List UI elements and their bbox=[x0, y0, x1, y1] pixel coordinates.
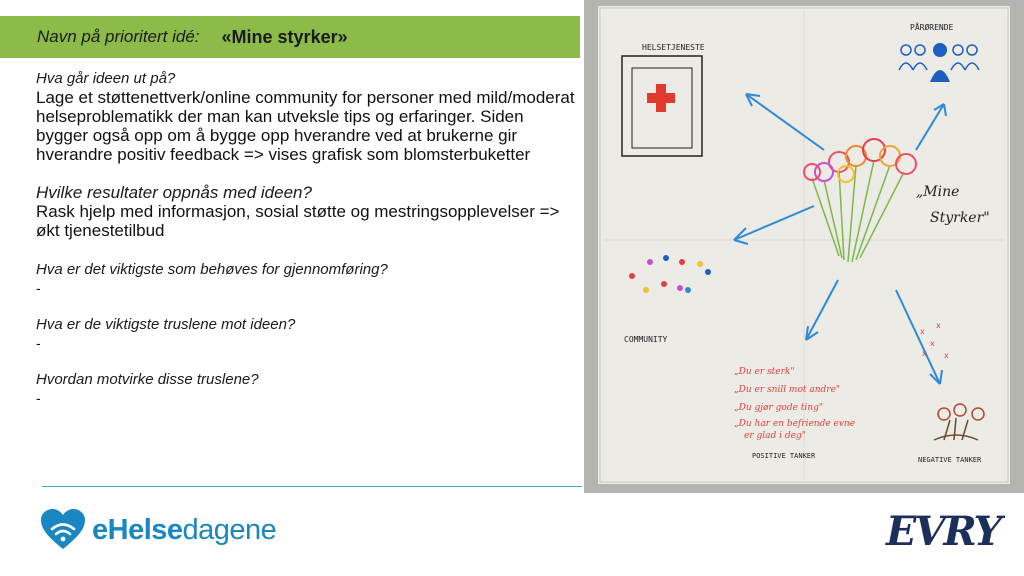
idea-title-value: «Mine styrker» bbox=[221, 26, 348, 47]
section-threats bbox=[36, 316, 576, 352]
sketch-label-parorende: PÅRØRENDE bbox=[910, 23, 954, 32]
divider-line bbox=[42, 486, 582, 487]
ehelsedagene-wordmark: eHelsedagene bbox=[92, 513, 277, 546]
svg-text:x: x bbox=[922, 349, 927, 358]
answer-results: Rask hjelp med informasjon, sosial støtte og mestringsopplevelser => økt tjenestetilbud bbox=[36, 202, 560, 240]
evry-logo: EVRY bbox=[886, 508, 1001, 555]
idea-content bbox=[36, 70, 576, 407]
answer-idea: Lage et støttenettverk/online community for personer med mild/moderat helseproblematikk der man kan utveksle tips og erfaringer. Siden bygger også opp om å bygge opp hverandre ved at brukerne gir hverandre positiv feedback => vises grafisk som blomsterbuketter bbox=[36, 88, 575, 164]
svg-text:x: x bbox=[944, 351, 949, 360]
sketch-label-community: COMMUNITY bbox=[624, 335, 668, 344]
answer-needs: - bbox=[36, 280, 41, 296]
sketch-label-helsetjeneste: HELSETJENESTE bbox=[642, 43, 705, 52]
svg-text:x: x bbox=[930, 339, 935, 348]
svg-text:„Du gjør gode ting": „Du gjør gode ting" bbox=[734, 403, 823, 413]
section-results bbox=[36, 183, 576, 240]
section-countermeasures bbox=[36, 371, 576, 407]
question-countermeasures: Hvordan motvirke disse truslene? bbox=[36, 371, 259, 388]
svg-text:„Du er sterk": „Du er sterk" bbox=[734, 367, 795, 377]
sketch-label-positive: POSITIVE TANKER bbox=[752, 452, 816, 460]
section-idea bbox=[36, 70, 576, 164]
svg-text:„Du er snill mot andre": „Du er snill mot andre" bbox=[734, 385, 841, 395]
sketch-label-mine: „Mine bbox=[916, 184, 960, 200]
question-needs: Hva er det viktigste som behøves for gjennomføring? bbox=[36, 261, 388, 278]
answer-countermeasures: - bbox=[36, 390, 41, 406]
sketch-label-negative: NEGATIVE TANKER bbox=[918, 456, 982, 464]
question-threats: Hva er de viktigste truslene mot ideen? bbox=[36, 316, 296, 333]
section-needs bbox=[36, 261, 576, 297]
idea-title-label: Navn på prioritert idé: bbox=[37, 27, 200, 46]
svg-text:x: x bbox=[920, 327, 925, 336]
sketch-drawing bbox=[584, 0, 1024, 493]
sketch-photo bbox=[584, 0, 1024, 493]
heart-wifi-icon bbox=[40, 509, 86, 551]
sketch-label-styrker: Styrker" bbox=[930, 210, 990, 226]
question-idea: Hva går ideen ut på? bbox=[36, 70, 176, 87]
svg-text:x: x bbox=[936, 321, 941, 330]
ehelsedagene-logo bbox=[40, 508, 276, 552]
svg-text:„Du har en befriende evne: „Du har en befriende evne bbox=[734, 419, 856, 429]
svg-text:er glad i deg": er glad i deg" bbox=[744, 431, 806, 441]
question-results: Hvilke resultater oppnås med ideen? bbox=[36, 183, 312, 202]
answer-threats: - bbox=[36, 335, 41, 351]
idea-title-bar bbox=[0, 16, 580, 58]
